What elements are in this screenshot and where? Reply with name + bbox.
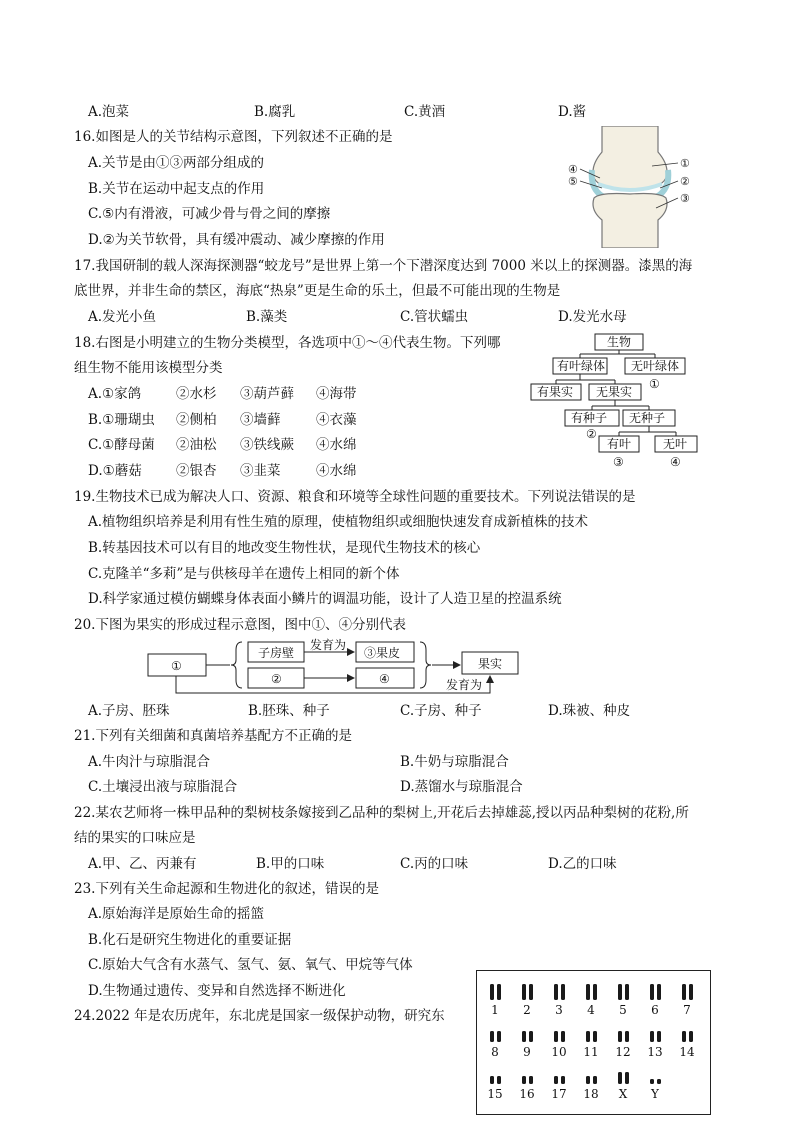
q23-stem: 23.下列有关生命起源和生物进化的叙述，错误的是 xyxy=(74,881,379,897)
tree-marker-1: ① xyxy=(649,377,660,391)
q23-option-b: B.化石是研究生物进化的重要证据 xyxy=(88,932,292,948)
joint-diagram xyxy=(560,126,700,248)
q21-stem: 21.下列有关细菌和真菌培养基配方不正确的是 xyxy=(74,728,352,744)
q20-option-a: A.子房、胚珠 xyxy=(88,703,170,719)
fruit-formation-diagram xyxy=(146,638,526,696)
q20-option-b: B.胚珠、种子 xyxy=(248,703,330,719)
q18-option-d-2: ②银杏 xyxy=(176,463,217,479)
tree-marker-3: ③ xyxy=(613,455,624,469)
fruit-diagram-box-2: ② xyxy=(271,672,282,686)
q18-option-a-4: ④海带 xyxy=(316,386,357,402)
q16-option-b: B.关节在运动中起支点的作用 xyxy=(88,181,265,197)
tree-no-seed: 无种子 xyxy=(629,411,666,425)
q18-option-b-2: ②侧柏 xyxy=(176,412,217,428)
q23-option-d: D.生物通过遗传、变异和自然选择不断进化 xyxy=(88,983,346,999)
lower-bone xyxy=(593,194,667,249)
q18-option-b-4: ④衣藻 xyxy=(316,412,357,428)
tree-root: 生物 xyxy=(607,335,632,349)
chromosome-label-17: 17 xyxy=(551,1087,567,1101)
q18-stem-line2: 组生物不能用该模型分类 xyxy=(74,360,223,376)
classification-tree xyxy=(527,332,707,474)
chromosome-label-6: 6 xyxy=(651,1003,659,1017)
q18-option-d-4: ④水绵 xyxy=(316,463,357,479)
q15-option-a: A.泡菜 xyxy=(88,104,130,120)
q23-option-a: A.原始海洋是原始生命的摇篮 xyxy=(88,906,265,922)
q18-option-a-2: ②水杉 xyxy=(176,386,217,402)
q18-option-d-3: ③韭菜 xyxy=(240,463,281,479)
q19-option-d: D.科学家通过模仿蝴蝶身体表面小鳞片的调温功能，设计了人造卫星的控温系统 xyxy=(88,591,562,607)
chromosome-label-15: 15 xyxy=(487,1087,503,1101)
q17-stem-line1: 17.我国研制的载人深海探测器“蛟龙号”是世界上第一个下潜深度达到 7000 米以上的探测器。漆黑的海 xyxy=(74,258,693,274)
q19-option-c: C.克隆羊“多莉”是与供核母羊在遗传上相同的新个体 xyxy=(88,566,400,582)
q18-option-b-3: ③墙藓 xyxy=(240,412,281,428)
q17-option-a: A.发光小鱼 xyxy=(88,309,157,325)
q19-option-a: A.植物组织培养是利用有性生殖的原理，使植物组织或细胞快速发育成新植株的技术 xyxy=(88,514,589,530)
q22-stem-line1: 22.某农艺师将一株甲品种的梨树枝条嫁接到乙品种的梨树上,开花后去掉雄蕊,授以丙品种梨树的花粉,所 xyxy=(74,805,689,821)
q16-option-a: A.关节是由①③两部分组成的 xyxy=(88,155,265,171)
tree-no-chlorophyll: 无叶绿体 xyxy=(631,359,680,373)
q22-stem-line2: 结的果实的口味应是 xyxy=(74,830,196,846)
upper-bone xyxy=(593,126,667,190)
q18-option-a-3: ③葫芦藓 xyxy=(240,386,294,402)
chromosome-label-4: 4 xyxy=(587,1003,595,1017)
tree-has-leaf: 有叶 xyxy=(607,437,632,451)
tree-has-fruit: 有果实 xyxy=(537,385,574,399)
fruit-diagram-peel: ③果皮 xyxy=(364,646,401,660)
q16-option-d: D.②为关节软骨，具有缓冲震动、减少摩擦的作用 xyxy=(88,232,385,248)
q18-option-c-2: ②油松 xyxy=(176,437,217,453)
fruit-diagram-box-1: ① xyxy=(171,659,182,673)
q21-option-d: D.蒸馏水与琼脂混合 xyxy=(400,779,523,795)
fruit-diagram-develops-2: 发育为 xyxy=(446,678,483,692)
chromosome-label-7: 7 xyxy=(683,1003,691,1017)
q23-option-c: C.原始大气含有水蒸气、氢气、氨、氧气、甲烷等气体 xyxy=(88,957,413,973)
chromosome-label-14: 14 xyxy=(679,1045,695,1059)
fruit-diagram-box-4: ④ xyxy=(379,672,390,686)
chromosome-label-2: 2 xyxy=(523,1003,531,1017)
chromosome-label-Y: Y xyxy=(651,1087,659,1101)
q16-stem: 16.如图是人的关节结构示意图，下列叙述不正确的是 xyxy=(74,129,393,145)
q17-option-b: B.藻类 xyxy=(246,309,288,325)
q24-stem: 24.2022 年是农历虎年，东北虎是国家一级保护动物，研究东 xyxy=(74,1008,445,1024)
fruit-diagram-fruit: 果实 xyxy=(478,657,503,671)
q15-option-b: B.腐乳 xyxy=(254,104,296,120)
chromosome-label-3: 3 xyxy=(555,1003,563,1017)
q21-option-c: C.土壤浸出液与琼脂混合 xyxy=(88,779,238,795)
chromosome-label-12: 12 xyxy=(615,1045,631,1059)
q22-option-b: B.甲的口味 xyxy=(256,856,325,872)
q16-option-c: C.⑤内有滑液，可减少骨与骨之间的摩擦 xyxy=(88,206,331,222)
q15-option-d: D.酱 xyxy=(558,104,587,120)
q18-stem-line1: 18.右图是小明建立的生物分类模型，各选项中①～④代表生物。下列哪 xyxy=(74,335,501,351)
q20-stem: 20.下图为果实的形成过程示意图，图中①、④分别代表 xyxy=(74,617,406,633)
q17-option-c: C.管状蠕虫 xyxy=(400,309,469,325)
q18-option-b-1: B.①珊瑚虫 xyxy=(88,412,155,428)
karyotype-figure xyxy=(476,970,712,1116)
chromosome-label-10: 10 xyxy=(551,1045,567,1059)
chromosome-label-X: X xyxy=(618,1087,628,1101)
tree-marker-2: ② xyxy=(586,427,597,441)
q21-option-a: A.牛肉汁与琼脂混合 xyxy=(88,754,211,770)
q19-option-b: B.转基因技术可以有目的地改变生物性状，是现代生物技术的核心 xyxy=(88,540,481,556)
chromosome-label-5: 5 xyxy=(619,1003,627,1017)
joint-label-3: ③ xyxy=(680,192,690,205)
joint-label-5: ⑤ xyxy=(568,175,578,188)
q17-stem-line2: 底世界，并非生命的禁区，海底“热泉”更是生命的乐土，但最不可能出现的生物是 xyxy=(74,283,561,299)
tree-has-chlorophyll: 有叶绿体 xyxy=(557,359,606,373)
chromosome-label-9: 9 xyxy=(523,1045,531,1059)
q18-option-c-4: ④水绵 xyxy=(316,437,357,453)
q20-option-d: D.珠被、种皮 xyxy=(548,703,631,719)
joint-label-1: ① xyxy=(680,157,690,170)
q18-option-c-3: ③铁线蕨 xyxy=(240,437,294,453)
tree-no-fruit: 无果实 xyxy=(596,385,633,399)
q17-option-d: D.发光水母 xyxy=(558,309,627,325)
q18-option-a-1: A.①家鸽 xyxy=(88,386,142,402)
q22-option-d: D.乙的口味 xyxy=(548,856,617,872)
chromosome-label-16: 16 xyxy=(519,1087,535,1101)
chromosome-label-11: 11 xyxy=(583,1045,599,1059)
fruit-diagram-develops-1: 发育为 xyxy=(310,638,347,652)
q21-option-b: B.牛奶与琼脂混合 xyxy=(400,754,509,770)
q22-option-c: C.丙的口味 xyxy=(400,856,469,872)
chromosome-label-18: 18 xyxy=(583,1087,599,1101)
q18-option-c-1: C.①酵母菌 xyxy=(88,437,155,453)
fruit-diagram-ovary-wall: 子房壁 xyxy=(258,646,295,660)
chromosome-label-8: 8 xyxy=(491,1045,499,1059)
q22-option-a: A.甲、乙、丙兼有 xyxy=(88,856,197,872)
chromosome-label-13: 13 xyxy=(647,1045,663,1059)
q15-option-c: C.黄酒 xyxy=(404,104,446,120)
chromosome-label-1: 1 xyxy=(491,1003,499,1017)
joint-label-2: ② xyxy=(680,175,690,188)
tree-has-seed: 有种子 xyxy=(571,411,608,425)
q19-stem: 19.生物技术已成为解决人口、资源、粮食和环境等全球性问题的重要技术。下列说法错误的是 xyxy=(74,489,636,505)
q18-option-d-1: D.①蘑菇 xyxy=(88,463,142,479)
joint-label-4: ④ xyxy=(568,163,578,176)
q20-option-c: C.子房、种子 xyxy=(400,703,482,719)
tree-marker-4: ④ xyxy=(670,455,681,469)
tree-no-leaf: 无叶 xyxy=(663,437,688,451)
